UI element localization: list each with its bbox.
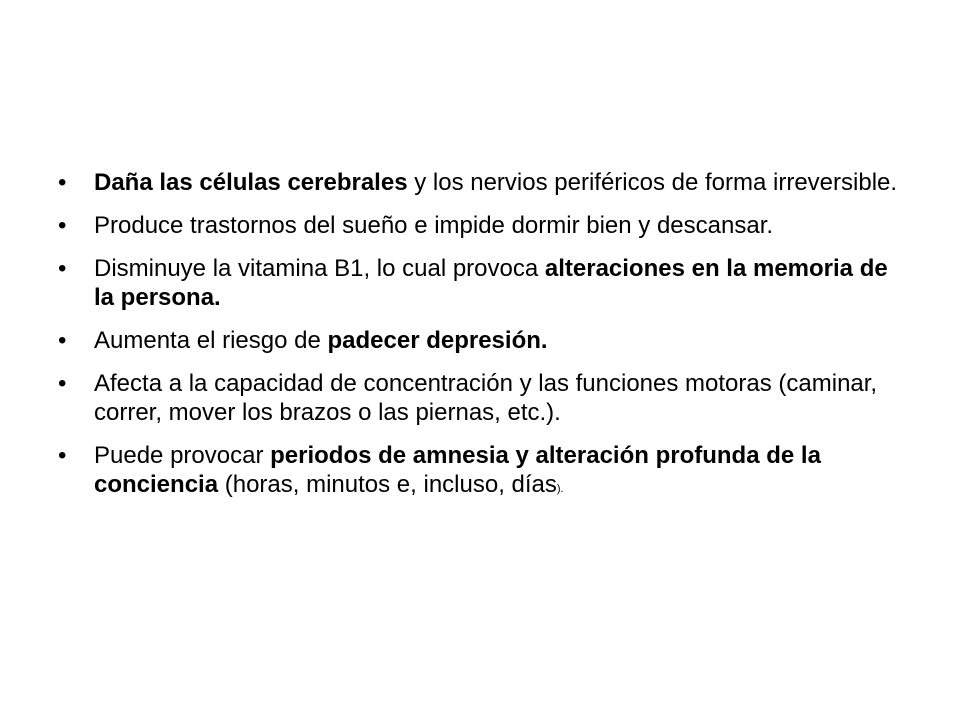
bullet-item-3 bbox=[58, 254, 908, 312]
bullet-text-bold: alteraciones en la memoria de la persona. bbox=[94, 255, 888, 311]
bullet-text-small: ). bbox=[556, 483, 564, 495]
bullet-text: Puede provocar bbox=[94, 442, 271, 469]
bullet-icon: • bbox=[58, 212, 67, 239]
bullet-text: Aumenta el riesgo de bbox=[94, 327, 328, 354]
bullet-text: (horas, minutos e, incluso, días bbox=[218, 471, 557, 498]
bullet-icon: • bbox=[58, 255, 67, 282]
bullet-item-6 bbox=[58, 441, 908, 504]
bullet-text: Afecta a la capacidad de concentración y las funciones motoras (caminar, correr, mover los brazos o las piernas, etc.). bbox=[94, 370, 878, 426]
bullet-text: y los nervios periféricos de forma irreversible. bbox=[407, 169, 898, 196]
bullet-list bbox=[58, 168, 908, 518]
bullet-item-2 bbox=[58, 211, 908, 240]
bullet-icon: • bbox=[58, 442, 67, 469]
bullet-text: Produce trastornos del sueño e impide dormir bien y descansar. bbox=[94, 212, 774, 239]
bullet-item-4 bbox=[58, 326, 908, 355]
bullet-item-1 bbox=[58, 168, 908, 197]
bullet-text-bold: periodos de amnesia y alteración profunda de la conciencia bbox=[94, 442, 821, 498]
bullet-icon: • bbox=[58, 169, 67, 196]
bullet-text-bold: Daña las células cerebrales bbox=[94, 169, 408, 196]
bullet-text: Disminuye la vitamina B1, lo cual provoca bbox=[94, 255, 545, 282]
bullet-icon: • bbox=[58, 327, 67, 354]
bullet-item-5 bbox=[58, 369, 908, 427]
bullet-text-bold: padecer depresión. bbox=[327, 327, 548, 354]
bullet-icon: • bbox=[58, 370, 67, 397]
